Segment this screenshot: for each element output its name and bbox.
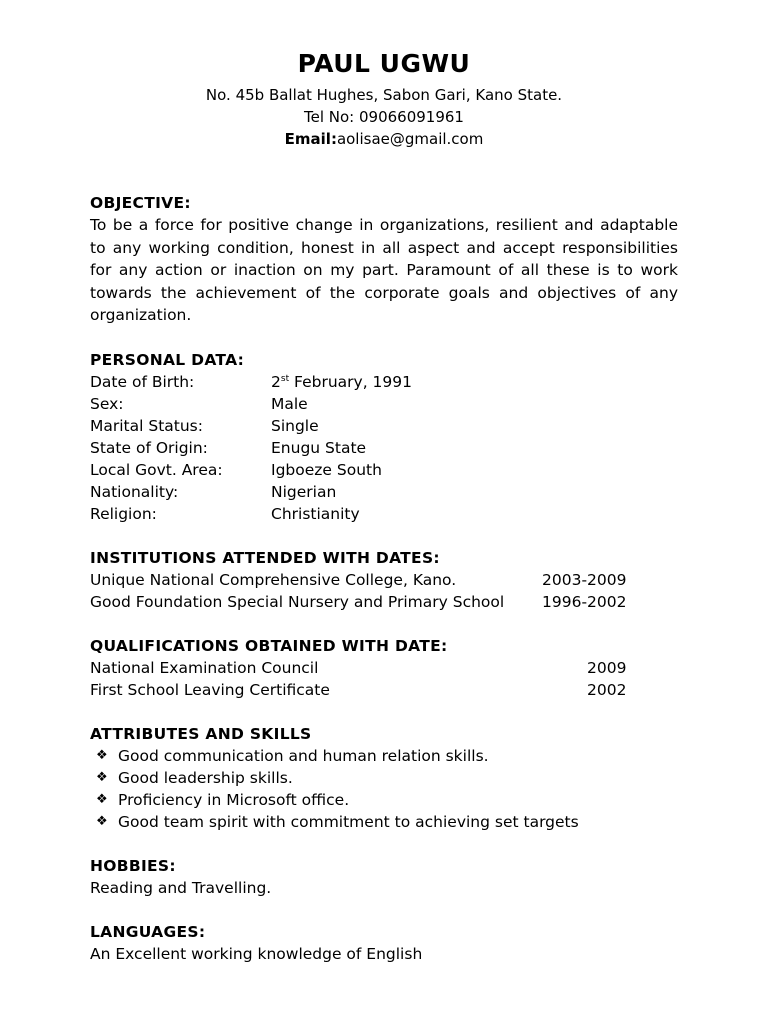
hobbies-heading: HOBBIES: bbox=[90, 856, 176, 875]
qualification-name: First School Leaving Certificate bbox=[90, 680, 330, 699]
dob-day: 2 bbox=[271, 372, 281, 391]
personal-data-row bbox=[90, 371, 678, 393]
objective-heading: OBJECTIVE: bbox=[90, 194, 191, 212]
marital-status-value: Single bbox=[271, 416, 319, 435]
languages-heading: LANGUAGES: bbox=[90, 922, 206, 941]
institutions-section bbox=[90, 547, 678, 613]
email-line bbox=[0, 128, 768, 150]
marital-status-label: Marital Status: bbox=[90, 416, 203, 435]
diamond-bullet-icon: ❖ bbox=[96, 813, 108, 829]
diamond-bullet-icon: ❖ bbox=[96, 769, 108, 785]
resume-header bbox=[0, 48, 768, 150]
sex-label: Sex: bbox=[90, 394, 124, 413]
skill-text: Good leadership skills. bbox=[118, 768, 293, 787]
qualification-year: 2009 bbox=[587, 658, 627, 677]
personal-data-section bbox=[90, 349, 678, 525]
skill-text: Good team spirit with commitment to achieving set targets bbox=[118, 812, 579, 831]
list-item bbox=[90, 811, 678, 833]
skills-list bbox=[90, 745, 678, 833]
personal-data-row bbox=[90, 459, 678, 481]
institution-name: Good Foundation Special Nursery and Primary School bbox=[90, 592, 505, 611]
institution-row bbox=[90, 591, 678, 613]
qualifications-section bbox=[90, 635, 678, 701]
personal-data-row bbox=[90, 481, 678, 503]
sex-value: Male bbox=[271, 394, 308, 413]
qualification-row bbox=[90, 657, 678, 679]
skill-text: Proficiency in Microsoft office. bbox=[118, 790, 350, 809]
diamond-bullet-icon: ❖ bbox=[96, 747, 108, 763]
objective-text: To be a force for positive change in organizations, resilient and adaptable to any working condition, honest in all aspect and accept responsibilities for any action or inaction on my part. Paramount of all these is to work towards the achievement of the corporate goals and objectives of any organization. bbox=[90, 216, 678, 324]
applicant-name: PAUL UGWU bbox=[297, 49, 471, 78]
qualification-row bbox=[90, 679, 678, 701]
skills-section bbox=[90, 723, 678, 833]
lga-label: Local Govt. Area: bbox=[90, 460, 223, 479]
religion-value: Christianity bbox=[271, 504, 360, 523]
hobbies-section bbox=[90, 855, 678, 899]
institution-row bbox=[90, 569, 678, 591]
email-value: aolisae@gmail.com bbox=[336, 130, 484, 148]
institutions-heading: INSTITUTIONS ATTENDED WITH DATES: bbox=[90, 548, 440, 567]
qualification-name: National Examination Council bbox=[90, 658, 319, 677]
nationality-label: Nationality: bbox=[90, 482, 179, 501]
date-of-birth-value bbox=[271, 371, 412, 393]
nationality-value: Nigerian bbox=[271, 482, 337, 501]
languages-text: An Excellent working knowledge of English bbox=[90, 944, 423, 963]
dob-suffix: st bbox=[280, 373, 290, 384]
dob-rest: February, 1991 bbox=[289, 372, 413, 391]
skills-heading: ATTRIBUTES AND SKILLS bbox=[90, 724, 312, 743]
skill-text: Good communication and human relation skills. bbox=[118, 746, 489, 765]
objective-section bbox=[90, 192, 678, 327]
personal-data-row bbox=[90, 415, 678, 437]
religion-label: Religion: bbox=[90, 504, 157, 523]
email-label: Email: bbox=[284, 130, 337, 148]
personal-data-heading: PERSONAL DATA: bbox=[90, 350, 245, 369]
list-item bbox=[90, 745, 678, 767]
institution-name: Unique National Comprehensive College, Kano. bbox=[90, 570, 457, 589]
telephone-line: Tel No: 09066091961 bbox=[304, 108, 464, 126]
institution-dates: 1996-2002 bbox=[542, 592, 627, 611]
address-line: No. 45b Ballat Hughes, Sabon Gari, Kano State. bbox=[205, 86, 563, 104]
list-item bbox=[90, 789, 678, 811]
date-of-birth-label: Date of Birth: bbox=[90, 372, 195, 391]
qualifications-heading: QUALIFICATIONS OBTAINED WITH DATE: bbox=[90, 636, 448, 655]
personal-data-row bbox=[90, 393, 678, 415]
state-of-origin-label: State of Origin: bbox=[90, 438, 208, 457]
list-item bbox=[90, 767, 678, 789]
state-of-origin-value: Enugu State bbox=[271, 438, 367, 457]
lga-value: Igboeze South bbox=[271, 460, 382, 479]
qualification-year: 2002 bbox=[587, 680, 627, 699]
hobbies-text: Reading and Travelling. bbox=[90, 878, 272, 897]
institution-dates: 2003-2009 bbox=[542, 570, 627, 589]
personal-data-row bbox=[90, 503, 678, 525]
resume-body bbox=[90, 192, 678, 987]
languages-section bbox=[90, 921, 678, 965]
diamond-bullet-icon: ❖ bbox=[96, 791, 108, 807]
personal-data-row bbox=[90, 437, 678, 459]
